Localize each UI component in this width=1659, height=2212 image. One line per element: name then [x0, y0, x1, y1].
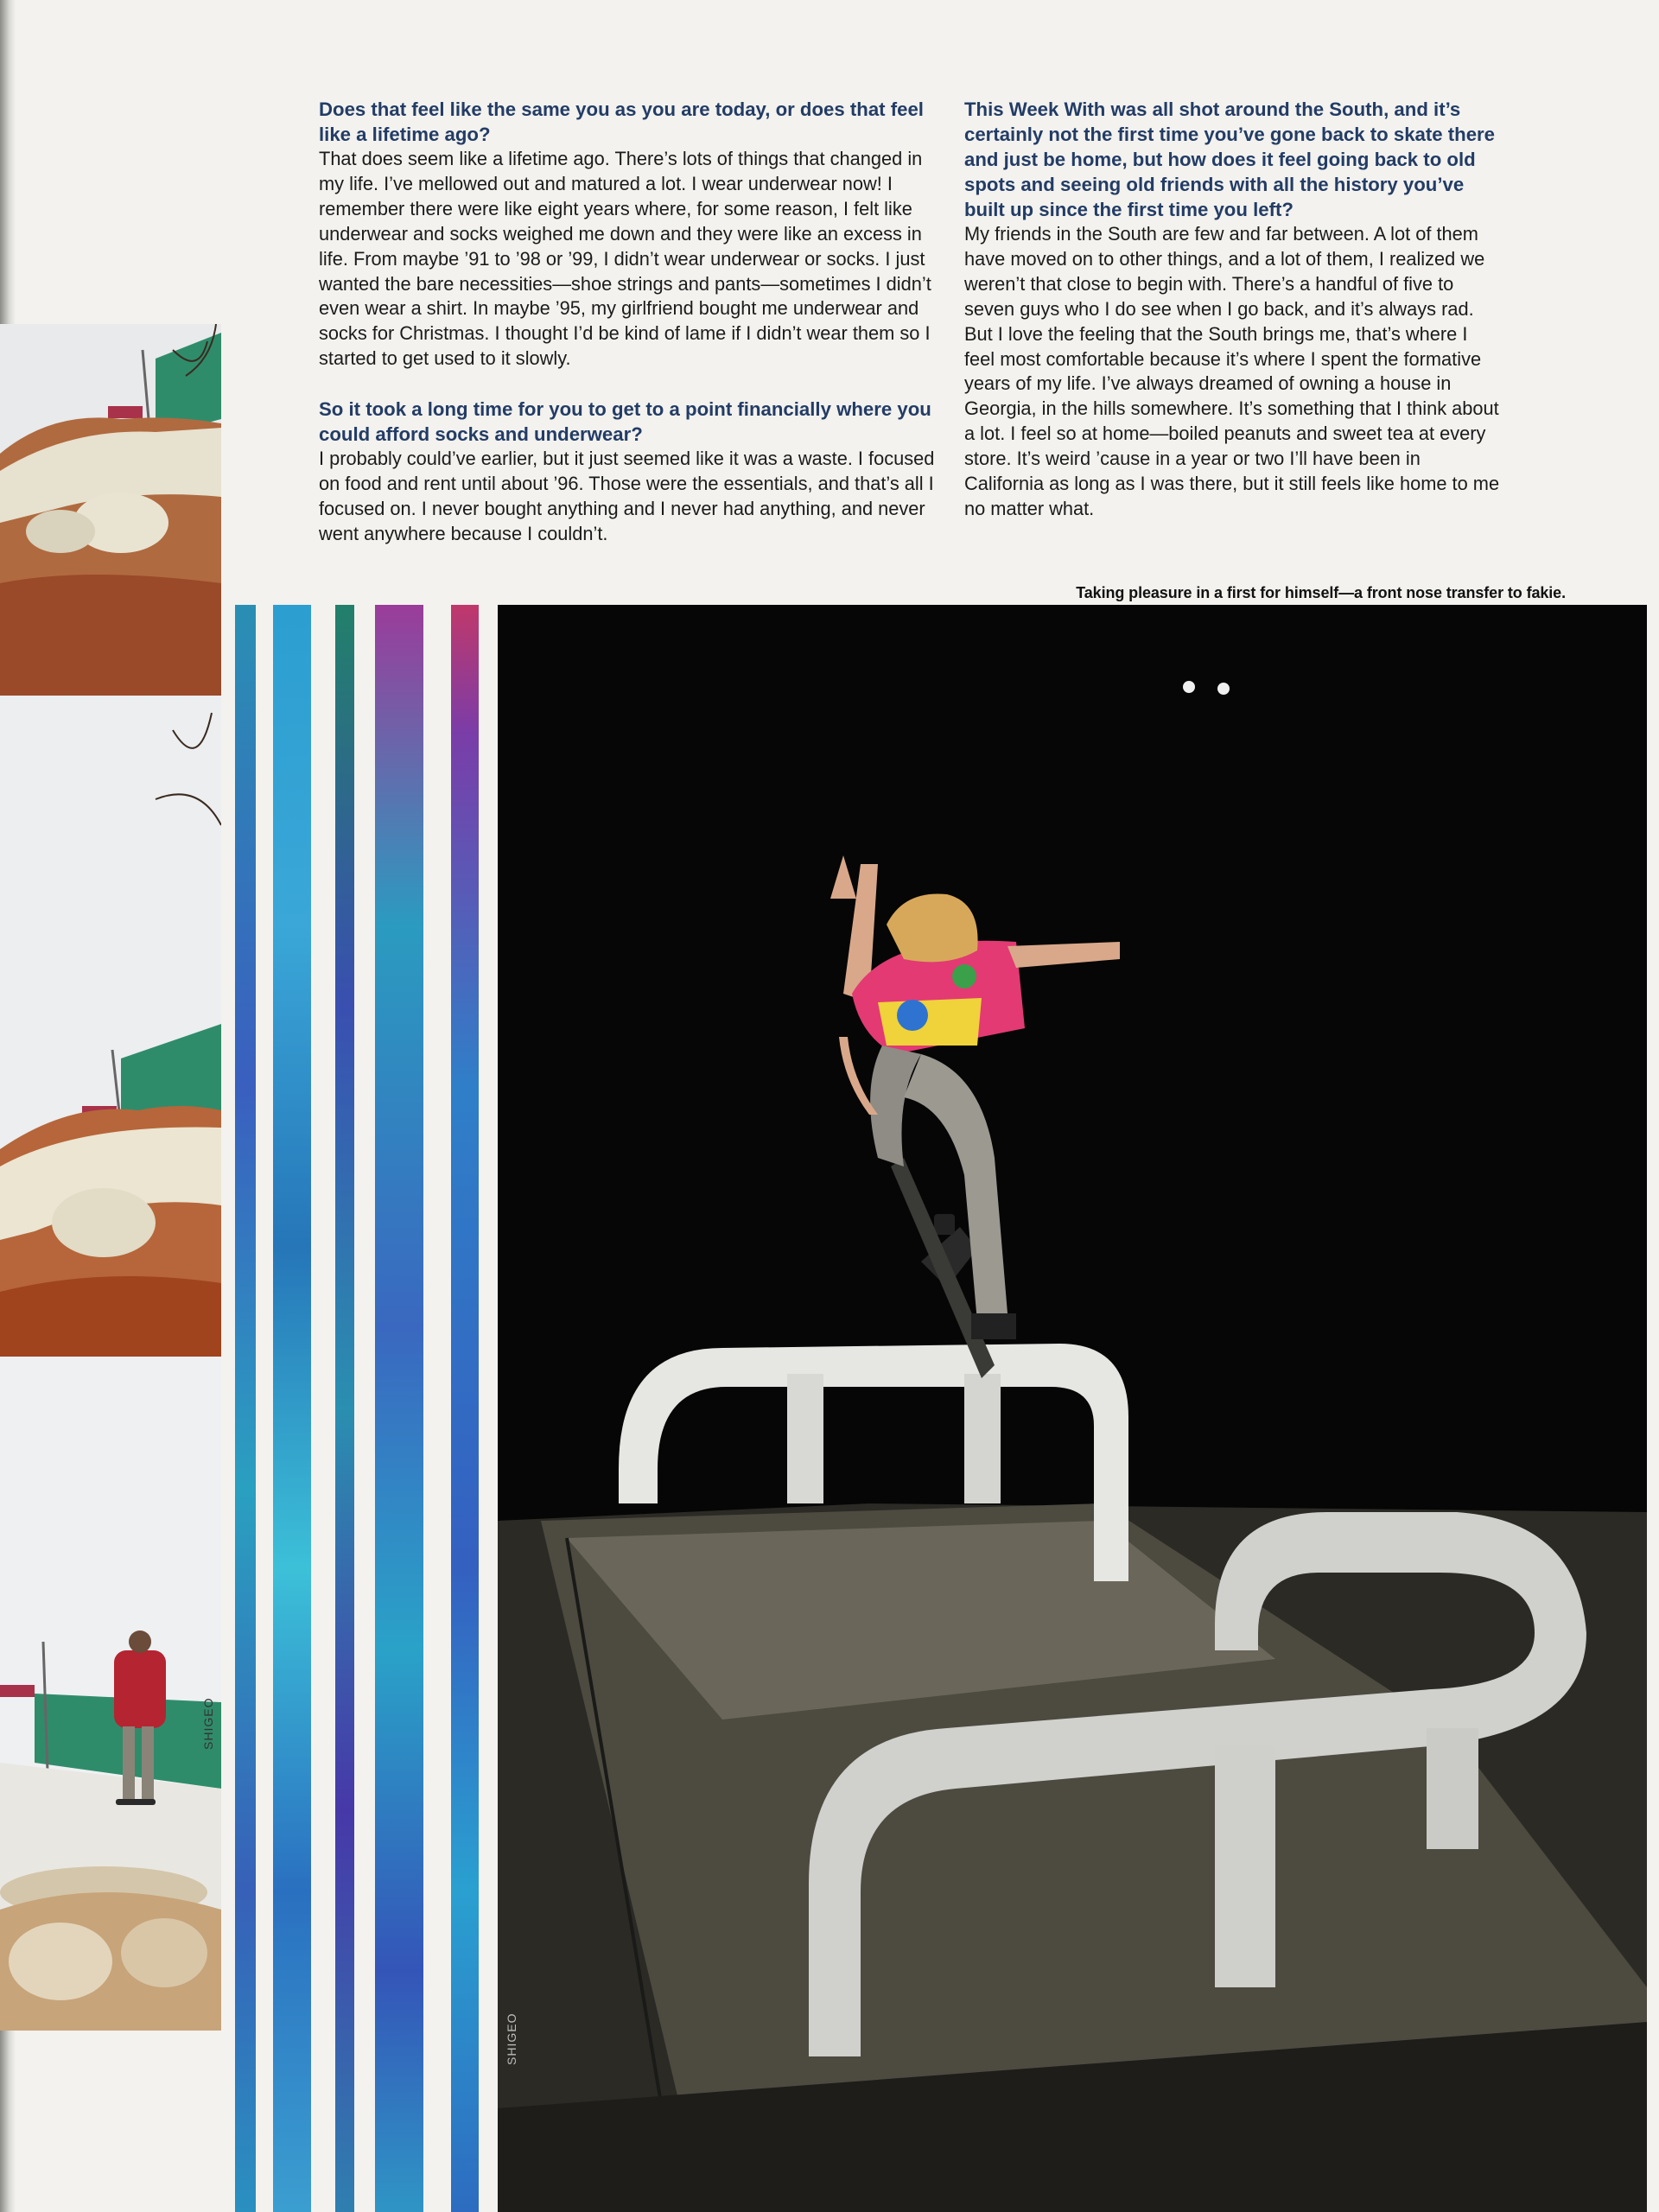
photo-credit: SHIGEO — [201, 1697, 215, 1750]
interview-answer: I probably could’ve earlier, but it just seemed like it was a waste. I focused on food and rent until about ’96. Those were the essentials, and that’s all I focused on. I never bought anything and I never had anything, and never went anywhere because I couldn’t. — [319, 448, 935, 544]
sequence-photo — [0, 1357, 221, 2031]
film-stripe — [235, 605, 256, 2212]
photo-credit: SHIGEO — [505, 2012, 518, 2065]
interview-question: This Week With was all shot around the South, and it’s certainly not the first time you’ve gone back to skate there and just be home, but how does it feel going back to old spots and seeing old friends with all the history you’ve built up since the first time you left? — [964, 99, 1496, 220]
article-column-right — [964, 97, 1500, 522]
photo-caption: Taking pleasure in a first for himself—a front nose transfer to fakie. — [1076, 584, 1566, 601]
article-column-left — [319, 97, 945, 547]
film-strip-graphic — [235, 605, 494, 2212]
sequence-photo — [0, 696, 221, 1357]
film-stripe — [375, 605, 423, 2212]
sequence-photo — [0, 324, 221, 696]
film-stripe — [335, 605, 354, 2212]
film-stripe — [273, 605, 311, 2212]
interview-answer: That does seem like a lifetime ago. There’s lots of things that changed in my life. I’ve mellowed out and matured a lot. I wear underwear now! I remember there were like eight years where, for some reason, I felt like underwear and socks weighed me down and they were like an excess in life. From maybe ’91 to ’98 or ’99, I didn’t wear underwear or socks. I just wanted the bare necessities—shoe strings and pants—sometimes I didn’t even wear a shirt. In maybe ’95, my girlfriend bought me underwear and socks for Christmas. I thought I’d be kind of lame if I didn’t wear them so I started to get used to it slowly. — [319, 148, 931, 370]
film-stripe — [451, 605, 479, 2212]
interview-answer: My friends in the South are few and far between. A lot of them have moved on to other things, and a lot of them, I realized we weren’t that close to begin with. There’s a handful of five to seven guys who I do see when I go back, and it’s always rad. But I love the feeling that the South brings me, that’s where I feel most comfortable because it’s where I spent the formative years of my life. I’ve always dreamed of owning a house in Georgia, in the hills somewhere. It’s something that I think about a lot. I feel so at home—boiled peanuts and sweet tea at every store. It’s weird ’cause in a year or two I’ll have been in California as long as I was there, but it still feels like home to me no matter what. — [964, 223, 1500, 519]
interview-question: So it took a long time for you to get to a point financially where you could afford socks and underwear? — [319, 398, 931, 446]
interview-question: Does that feel like the same you as you are today, or does that feel like a lifetime ago? — [319, 99, 924, 145]
main-skate-photo — [498, 605, 1647, 2212]
sequence-photo-strip — [0, 324, 221, 2031]
